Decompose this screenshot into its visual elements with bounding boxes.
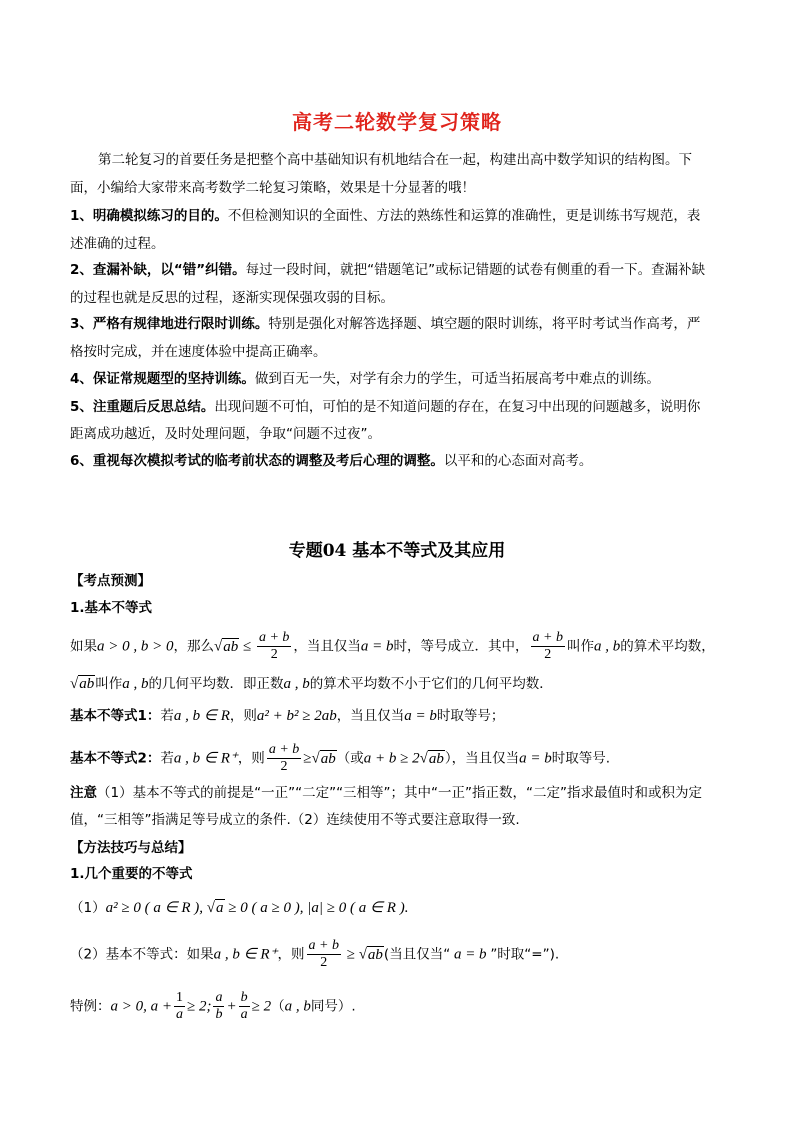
special-case: 特例：a > 0, a + $\frac{1}{a}$ ≥ 2; $\frac{a}{b}$ + $\frac{b}{a}$ ≥ 2（a , b同号）.	[70, 990, 356, 1022]
point-4: 4、保证常规题型的坚持训练。做到百无一失，对学有余力的学生，可适当拓展高考中难点的训练。	[70, 371, 660, 387]
section-heading-2: 【方法技巧与总结】	[70, 840, 192, 856]
note-line-1: 注意（1）基本不等式的前提是“一正”“二定”“三相等”；其中“一正”指正数，“二定”指求最值时和或积为定	[70, 785, 703, 801]
intro-line-2: 面，小编给大家带来高考数学二轮复习策略，效果是十分显著的哦！	[70, 180, 475, 196]
basic-inequality-2: 基本不等式2：若a , b ∈ R⁺，则 $\frac{a + b}{2}$ ≥√ab（或a + b ≥ 2√ab），当且仅当a = b时取等号.	[70, 742, 610, 774]
note-line-2: 值，“三相等”指满足等号成立的条件.（2）连续使用不等式要注意取得一致.	[70, 812, 520, 828]
section-heading-1: 【考点预测】	[70, 573, 151, 589]
point-1-cont: 述准确的过程。	[70, 236, 165, 252]
subheading-basic-inequality: 1.基本不等式	[70, 600, 153, 616]
definition-line-1: 如果a > 0 , b > 0，那么√ab ≤ $\frac{a + b}{2}$ ，当且仅当a = b时，等号成立．其中， $\frac{a + b}{2}$ 叫作a , b的算术平均数，	[70, 630, 715, 662]
point-6: 6、重视每次模拟考试的临考前状态的调整及考后心理的调整。以平和的心态面对高考。	[70, 453, 593, 469]
basic-inequality-1: 基本不等式1：若a , b ∈ R，则a² + b² ≥ 2ab，当且仅当a = b时取等号；	[70, 708, 505, 724]
point-1: 1、明确模拟练习的目的。不但检测知识的全面性、方法的熟练性和运算的准确性，更是训练书写规范，表	[70, 208, 701, 224]
definition-line-2: √ab叫作a , b的几何平均数．即正数a , b的算术平均数不小于它们的几何平均数．	[70, 676, 553, 692]
point-3: 3、严格有规律地进行限时训练。特别是强化对解答选择题、填空题的限时训练，将平时考试当作高考，严	[70, 316, 701, 332]
point-3-cont: 格按时完成，并在速度体验中提高正确率。	[70, 344, 327, 360]
important-inequality-2: （2）基本不等式：如果a , b ∈ R⁺，则 $\frac{a + b}{2}$ ≥ √ab(当且仅当“ a = b ”时取“=”).	[70, 938, 560, 970]
point-2-cont: 的过程也就是反思的过程，逐渐实现保强攻弱的目标。	[70, 290, 394, 306]
point-5-cont: 距离成功越近，及时处理问题，争取“问题不过夜”。	[70, 426, 381, 442]
important-inequality-1: （1）a² ≥ 0 ( a ∈ R ), √a ≥ 0 ( a ≥ 0 ), |a| ≥ 0 ( a ∈ R ).	[70, 900, 409, 916]
intro-line-1: 第二轮复习的首要任务是把整个高中基础知识有机地结合在一起，构建出高中数学知识的结构图。下	[98, 152, 692, 168]
topic-title: 专题04 基本不等式及其应用	[288, 541, 506, 561]
subheading-important-inequalities: 1.几个重要的不等式	[70, 866, 193, 882]
point-2: 2、查漏补缺，以“错”纠错。每过一段时间，就把“错题笔记”或标记错题的试卷有侧重的看一下。查漏补缺	[70, 262, 706, 278]
page-title: 高考二轮数学复习策略	[292, 110, 502, 134]
point-5: 5、注重题后反思总结。出现问题不可怕，可怕的是不知道问题的存在，在复习中出现的问题越多，说明你	[70, 399, 701, 415]
